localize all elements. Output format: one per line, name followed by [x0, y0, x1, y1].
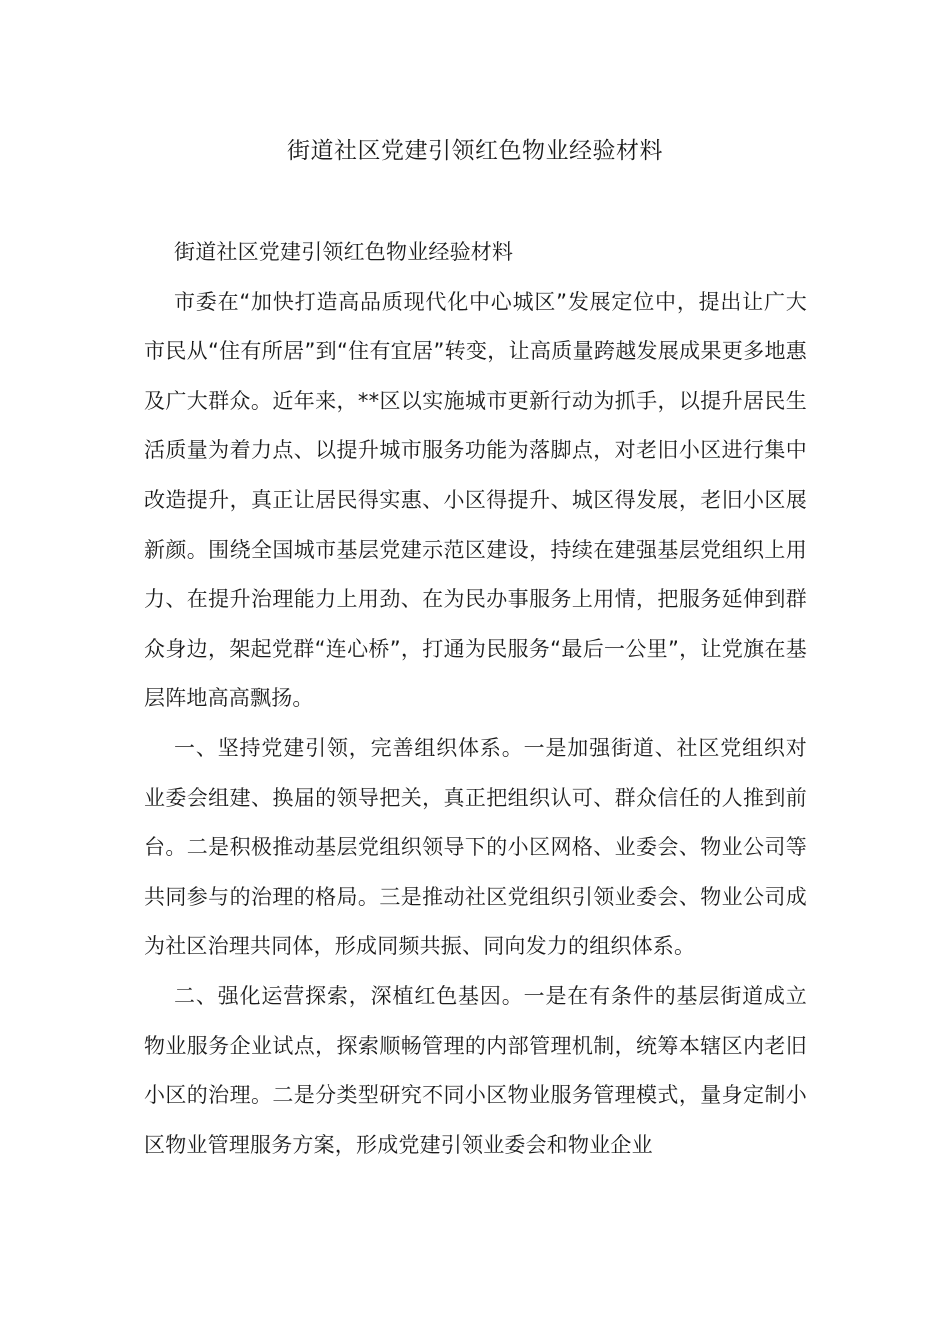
paragraph-intro: 市委在“加快打造高品质现代化中心城区”发展定位中，提出让广大市民从“住有所居”到“住有宜居”转变，让高质量跨越发展成果更多地惠及广大群众。近年来，**区以实施城市更新行动为抓手，以提升居民生活质量为着力点、以提升城市服务功能为落脚点，对老旧小区进行集中改造提升，真正让居民得实惠、小区得提升、城区得发展，老旧小区展新颜。围绕全国城市基层党建示范区建设，持续在建强基层党组织上用力、在提升治理能力上用劲、在为民办事服务上用情，把服务延伸到群众身边，架起党群“连心桥”，打通为民服务“最后一公里”，让党旗在基层阵地高高飘扬。: [144, 289, 807, 711]
paragraph-section-one: 一、坚持党建引领，完善组织体系。一是加强街道、社区党组织对业委会组建、换届的领导把关，真正把组织认可、群众信任的人推到前台。二是积极推动基层党组织领导下的小区网格、业委会、物业公司等共同参与的治理的格局。三是推动社区党组织引领业委会、物业公司成为社区治理共同体，形成同频共振、同向发力的组织体系。: [144, 735, 807, 959]
document-body: [144, 228, 807, 1170]
paragraph-section-two: 二、强化运营探索，深植红色基因。一是在有条件的基层街道成立物业服务企业试点，探索顺畅管理的内部管理机制，统筹本辖区内老旧小区的治理。二是分类型研究不同小区物业服务管理模式，量身定制小区物业管理服务方案，形成党建引领业委会和物业企业: [144, 983, 807, 1157]
document-title: 街道社区党建引领红色物业经验材料: [287, 138, 663, 164]
paragraph-subtitle: 街道社区党建引领红色物业经验材料: [174, 240, 514, 264]
